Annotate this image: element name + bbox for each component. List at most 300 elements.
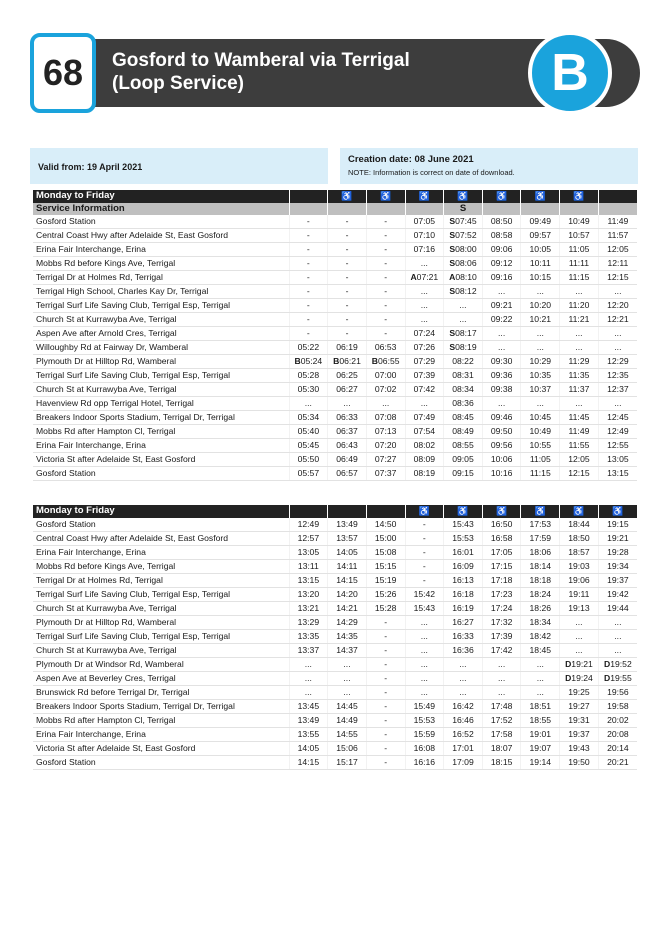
departure-time: 17:15 — [482, 560, 521, 574]
time-value: 07:45 — [455, 216, 477, 226]
departure-time: 16:58 — [482, 532, 521, 546]
timetable-weekday-morning — [33, 190, 637, 481]
departure-time: 19:34 — [598, 560, 637, 574]
departure-time — [366, 355, 405, 369]
departure-time: 06:57 — [328, 467, 367, 481]
departure-time: 16:33 — [444, 630, 483, 644]
departure-time: 10:49 — [560, 215, 599, 229]
departure-time: 18:18 — [521, 574, 560, 588]
departure-time: 10:45 — [521, 411, 560, 425]
departure-time: 15:08 — [366, 546, 405, 560]
departure-time: 07:54 — [405, 425, 444, 439]
creation-date-box — [340, 148, 638, 184]
table-row — [33, 439, 637, 453]
table-row — [33, 327, 637, 341]
departure-time: ... — [444, 686, 483, 700]
stop-name: Church St at Kurrawyba Ave, Terrigal — [33, 383, 289, 397]
departure-time: ... — [560, 327, 599, 341]
departure-time: - — [366, 257, 405, 271]
departure-time: 06:25 — [328, 369, 367, 383]
departure-time: 11:57 — [598, 229, 637, 243]
download-note: NOTE: Information is correct on date of download. — [348, 168, 515, 177]
service-information-row — [33, 203, 637, 215]
departure-time: ... — [444, 672, 483, 686]
departure-time: - — [366, 299, 405, 313]
departure-time: 12:11 — [598, 257, 637, 271]
departure-time: 06:19 — [328, 341, 367, 355]
departure-time: ... — [482, 672, 521, 686]
time-value: 08:10 — [455, 272, 477, 282]
departure-time: 15:53 — [405, 714, 444, 728]
table-row — [33, 397, 637, 411]
wheelchair-accessible-icon: ♿ — [521, 505, 560, 518]
departure-time: - — [405, 574, 444, 588]
time-value: 06:55 — [378, 356, 400, 366]
departure-time: 07:00 — [366, 369, 405, 383]
departure-time: 09:16 — [482, 271, 521, 285]
departure-time: 19:27 — [560, 700, 599, 714]
departure-time: 12:21 — [598, 313, 637, 327]
departure-time: 13:05 — [598, 453, 637, 467]
stop-name: Breakers Indoor Sports Stadium, Terrigal Dr, Terrigal — [33, 411, 289, 425]
departure-time: ... — [405, 313, 444, 327]
departure-time: 10:05 — [521, 243, 560, 257]
departure-time: 10:15 — [521, 271, 560, 285]
table-row — [33, 672, 637, 686]
departure-time: ... — [598, 285, 637, 299]
time-value: 19:55 — [610, 673, 632, 683]
stop-name: Gosford Station — [33, 518, 289, 532]
departure-time: 07:27 — [366, 453, 405, 467]
operator-badge — [528, 31, 612, 115]
stop-name: Terrigal High School, Charles Kay Dr, Terrigal — [33, 285, 289, 299]
departure-time: 14:35 — [328, 630, 367, 644]
departure-time: 16:46 — [444, 714, 483, 728]
valid-from-box — [30, 148, 328, 184]
stop-name: Terrigal Dr at Holmes Rd, Terrigal — [33, 574, 289, 588]
departure-time: 19:44 — [598, 602, 637, 616]
departure-time: 09:50 — [482, 425, 521, 439]
departure-time: 05:50 — [289, 453, 328, 467]
departure-time: - — [405, 532, 444, 546]
departure-time: 20:14 — [598, 742, 637, 756]
wheelchair-accessible-icon: ♿ — [405, 190, 444, 203]
service-code — [328, 203, 367, 215]
departure-time: 12:35 — [598, 369, 637, 383]
stop-name: Havenview Rd opp Terrigal Hotel, Terrigal — [33, 397, 289, 411]
service-code — [598, 203, 637, 215]
departure-time: - — [289, 271, 328, 285]
timetable-header — [30, 33, 640, 113]
table-row — [33, 257, 637, 271]
route-title-line2: (Loop Service) — [112, 73, 244, 94]
stop-name: Gosford Station — [33, 467, 289, 481]
departure-time: 19:37 — [598, 574, 637, 588]
departure-time: 08:02 — [405, 439, 444, 453]
departure-time: ... — [482, 686, 521, 700]
stop-name: Victoria St after Adelaide St, East Gosford — [33, 742, 289, 756]
departure-time: 13:37 — [289, 644, 328, 658]
service-code-prefix: S — [449, 216, 456, 226]
time-value: 08:19 — [455, 342, 477, 352]
departure-time: 12:15 — [560, 467, 599, 481]
service-code-prefix: D — [565, 659, 572, 669]
departure-time: 07:13 — [366, 425, 405, 439]
departure-time: 09:56 — [482, 439, 521, 453]
departure-time: 16:27 — [444, 616, 483, 630]
departure-time: ... — [405, 257, 444, 271]
departure-time: 15:43 — [444, 518, 483, 532]
departure-time: - — [328, 215, 367, 229]
departure-time: ... — [482, 397, 521, 411]
departure-time: 08:58 — [482, 229, 521, 243]
service-code-prefix: S — [449, 286, 456, 296]
departure-time: 07:02 — [366, 383, 405, 397]
departure-time: 09:46 — [482, 411, 521, 425]
departure-time: 07:10 — [405, 229, 444, 243]
departure-time: ... — [444, 313, 483, 327]
departure-time: 09:38 — [482, 383, 521, 397]
table-row — [33, 700, 637, 714]
departure-time: 13:11 — [289, 560, 328, 574]
departure-time: 06:33 — [328, 411, 367, 425]
departure-time: 18:42 — [521, 630, 560, 644]
departure-time: 13:57 — [328, 532, 367, 546]
departure-time — [289, 355, 328, 369]
departure-time — [444, 285, 483, 299]
departure-time — [444, 215, 483, 229]
table-row — [33, 756, 637, 770]
departure-time: - — [366, 313, 405, 327]
departure-time: 10:06 — [482, 453, 521, 467]
departure-time: - — [289, 299, 328, 313]
departure-time: 12:05 — [598, 243, 637, 257]
departure-time: 11:29 — [560, 355, 599, 369]
departure-time: ... — [405, 672, 444, 686]
table-row — [33, 728, 637, 742]
departure-time: - — [328, 327, 367, 341]
departure-time: 11:15 — [560, 271, 599, 285]
table-row — [33, 560, 637, 574]
departure-time: 05:40 — [289, 425, 328, 439]
departure-time — [560, 658, 599, 672]
departure-time: ... — [560, 341, 599, 355]
table-row — [33, 546, 637, 560]
departure-time: 17:39 — [482, 630, 521, 644]
departure-time: 10:37 — [521, 383, 560, 397]
route-title-line1: Gosford to Wamberal via Terrigal — [112, 50, 410, 71]
departure-time: ... — [405, 616, 444, 630]
departure-time: ... — [289, 686, 328, 700]
departure-time: 18:57 — [560, 546, 599, 560]
departure-time — [444, 271, 483, 285]
stop-name: Erina Fair Interchange, Erina — [33, 243, 289, 257]
table-row — [33, 243, 637, 257]
departure-time: - — [366, 700, 405, 714]
departure-time: 19:42 — [598, 588, 637, 602]
departure-time: - — [366, 742, 405, 756]
departure-time: ... — [560, 616, 599, 630]
table-row — [33, 467, 637, 481]
departure-time: 19:06 — [560, 574, 599, 588]
departure-time: 17:32 — [482, 616, 521, 630]
table-row — [33, 369, 637, 383]
departure-time: 19:37 — [560, 728, 599, 742]
stop-name: Mobbs Rd before Kings Ave, Terrigal — [33, 257, 289, 271]
departure-time: ... — [598, 397, 637, 411]
departure-time: ... — [405, 285, 444, 299]
departure-time: 17:42 — [482, 644, 521, 658]
table-row — [33, 299, 637, 313]
departure-time: 18:15 — [482, 756, 521, 770]
departure-time: 17:58 — [482, 728, 521, 742]
stop-name: Mobbs Rd before Kings Ave, Terrigal — [33, 560, 289, 574]
departure-time: - — [328, 229, 367, 243]
column-header — [289, 190, 328, 203]
departure-time: 05:30 — [289, 383, 328, 397]
departure-time: 14:50 — [366, 518, 405, 532]
departure-time: 08:36 — [444, 397, 483, 411]
departure-time: 08:22 — [444, 355, 483, 369]
table-row — [33, 532, 637, 546]
wheelchair-accessible-icon: ♿ — [521, 190, 560, 203]
departure-time: - — [328, 243, 367, 257]
table-row — [33, 355, 637, 369]
departure-time: - — [328, 285, 367, 299]
stop-name: Terrigal Surf Life Saving Club, Terrigal Esp, Terrigal — [33, 299, 289, 313]
departure-time: 15:19 — [366, 574, 405, 588]
departure-time: ... — [405, 658, 444, 672]
service-code — [366, 203, 405, 215]
service-code-prefix: D — [604, 673, 611, 683]
time-value: 08:06 — [455, 258, 477, 268]
stop-name: Brunswick Rd before Terrigal Dr, Terrigal — [33, 686, 289, 700]
stop-name: Terrigal Surf Life Saving Club, Terrigal Esp, Terrigal — [33, 630, 289, 644]
departure-time: 15:06 — [328, 742, 367, 756]
departure-time: - — [405, 546, 444, 560]
departure-time: - — [328, 313, 367, 327]
departure-time: 06:37 — [328, 425, 367, 439]
departure-time: 20:02 — [598, 714, 637, 728]
time-value: 07:52 — [455, 230, 477, 240]
departure-time: 09:22 — [482, 313, 521, 327]
day-header-row — [33, 190, 637, 203]
departure-time: - — [366, 672, 405, 686]
departure-time: 18:34 — [521, 616, 560, 630]
column-header — [598, 190, 637, 203]
departure-time: 05:45 — [289, 439, 328, 453]
departure-time: 17:01 — [444, 742, 483, 756]
wheelchair-accessible-icon: ♿ — [482, 505, 521, 518]
departure-time: 15:42 — [405, 588, 444, 602]
service-information-label: Service Information — [33, 203, 289, 215]
stop-name: Gosford Station — [33, 756, 289, 770]
departure-time: - — [366, 271, 405, 285]
departure-time: 09:12 — [482, 257, 521, 271]
departure-time: 08:34 — [444, 383, 483, 397]
departure-time: 19:25 — [560, 686, 599, 700]
stop-name: Willoughby Rd at Fairway Dr, Wamberal — [33, 341, 289, 355]
departure-time: 15:49 — [405, 700, 444, 714]
service-code: S — [444, 203, 483, 215]
departure-time: - — [289, 229, 328, 243]
departure-time: 18:14 — [521, 560, 560, 574]
time-value: 07:21 — [416, 272, 439, 282]
service-code-prefix: S — [449, 328, 456, 338]
departure-time: ... — [521, 686, 560, 700]
table-row — [33, 602, 637, 616]
departure-time: 18:44 — [560, 518, 599, 532]
column-header — [328, 505, 367, 518]
departure-time: 12:55 — [598, 439, 637, 453]
departure-time: 10:57 — [560, 229, 599, 243]
departure-time: ... — [598, 644, 637, 658]
departure-time: 12:37 — [598, 383, 637, 397]
stop-name: Aspen Ave after Arnold Cres, Terrigal — [33, 327, 289, 341]
departure-time: 07:05 — [405, 215, 444, 229]
column-header — [289, 505, 328, 518]
service-code — [521, 203, 560, 215]
table-row — [33, 383, 637, 397]
departure-time: 19:15 — [598, 518, 637, 532]
departure-time: - — [366, 327, 405, 341]
departure-time: ... — [405, 397, 444, 411]
stop-name: Aspen Ave at Beverley Cres, Terrigal — [33, 672, 289, 686]
table-row — [33, 574, 637, 588]
day-label: Monday to Friday — [33, 190, 289, 203]
time-value: 19:24 — [571, 673, 593, 683]
departure-time — [560, 672, 599, 686]
stop-name: Breakers Indoor Sports Stadium, Terrigal Dr, Terrigal — [33, 700, 289, 714]
wheelchair-accessible-icon: ♿ — [444, 505, 483, 518]
departure-time: 13:55 — [289, 728, 328, 742]
stop-name: Erina Fair Interchange, Erina — [33, 439, 289, 453]
stop-name: Church St at Kurrawyba Ave, Terrigal — [33, 602, 289, 616]
day-label: Monday to Friday — [33, 505, 289, 518]
wheelchair-accessible-icon: ♿ — [482, 190, 521, 203]
departure-time: 16:13 — [444, 574, 483, 588]
departure-time: 15:26 — [366, 588, 405, 602]
service-code — [560, 203, 599, 215]
stop-name: Church St at Kurrawyba Ave, Terrigal — [33, 644, 289, 658]
departure-time: ... — [289, 672, 328, 686]
departure-time: 17:59 — [521, 532, 560, 546]
departure-time: 19:01 — [521, 728, 560, 742]
departure-time: - — [366, 756, 405, 770]
stop-name: Mobbs Rd after Hampton Cl, Terrigal — [33, 425, 289, 439]
departure-time — [444, 341, 483, 355]
departure-time: 13:49 — [289, 714, 328, 728]
departure-time: - — [366, 229, 405, 243]
service-code — [482, 203, 521, 215]
table-row — [33, 588, 637, 602]
departure-time: ... — [560, 644, 599, 658]
departure-time: ... — [598, 341, 637, 355]
departure-time: ... — [560, 630, 599, 644]
stop-name: Erina Fair Interchange, Erina — [33, 546, 289, 560]
time-value: 08:00 — [455, 244, 477, 254]
departure-time: 11:49 — [560, 425, 599, 439]
departure-time: 19:50 — [560, 756, 599, 770]
table-row — [33, 271, 637, 285]
departure-time: 16:36 — [444, 644, 483, 658]
time-value: 08:12 — [455, 286, 477, 296]
table-row — [33, 215, 637, 229]
table-row — [33, 411, 637, 425]
departure-time: 19:13 — [560, 602, 599, 616]
stop-name: Terrigal Surf Life Saving Club, Terrigal Esp, Terrigal — [33, 369, 289, 383]
departure-time: ... — [328, 397, 367, 411]
departure-time: - — [366, 728, 405, 742]
departure-time: ... — [289, 658, 328, 672]
departure-time: ... — [598, 327, 637, 341]
departure-time: 18:07 — [482, 742, 521, 756]
departure-time: 09:21 — [482, 299, 521, 313]
stop-name: Terrigal Dr at Holmes Rd, Terrigal — [33, 271, 289, 285]
departure-time: 15:17 — [328, 756, 367, 770]
departure-time: 16:18 — [444, 588, 483, 602]
departure-time: 10:20 — [521, 299, 560, 313]
departure-time: 07:42 — [405, 383, 444, 397]
departure-time: - — [366, 616, 405, 630]
departure-time: 07:39 — [405, 369, 444, 383]
departure-time: - — [405, 518, 444, 532]
stop-name: Erina Fair Interchange, Erina — [33, 728, 289, 742]
departure-time: ... — [598, 630, 637, 644]
departure-time: 17:48 — [482, 700, 521, 714]
departure-time: ... — [328, 686, 367, 700]
departure-time: 08:09 — [405, 453, 444, 467]
service-code-prefix: B — [294, 356, 301, 366]
departure-time: 16:01 — [444, 546, 483, 560]
departure-time: ... — [366, 397, 405, 411]
departure-time — [444, 229, 483, 243]
departure-time: 14:29 — [328, 616, 367, 630]
departure-time: 10:55 — [521, 439, 560, 453]
departure-time: 19:03 — [560, 560, 599, 574]
departure-time: 18:06 — [521, 546, 560, 560]
departure-time: 10:49 — [521, 425, 560, 439]
departure-time: 11:45 — [560, 411, 599, 425]
departure-time: 07:24 — [405, 327, 444, 341]
route-number-badge: 68 — [30, 33, 96, 113]
departure-time: 14:20 — [328, 588, 367, 602]
time-value: 05:24 — [300, 356, 323, 366]
stop-name: Church St at Kurrawyba Ave, Terrigal — [33, 313, 289, 327]
departure-time: 15:59 — [405, 728, 444, 742]
departure-time: - — [289, 243, 328, 257]
departure-time: ... — [560, 285, 599, 299]
departure-time: 14:45 — [328, 700, 367, 714]
departure-time: - — [366, 658, 405, 672]
departure-time: 08:31 — [444, 369, 483, 383]
departure-time: 16:09 — [444, 560, 483, 574]
table-row — [33, 644, 637, 658]
departure-time: 12:05 — [560, 453, 599, 467]
departure-time: 13:29 — [289, 616, 328, 630]
departure-time: 05:22 — [289, 341, 328, 355]
departure-time — [598, 672, 637, 686]
departure-time: 13:45 — [289, 700, 328, 714]
time-value: 19:21 — [571, 659, 593, 669]
departure-time: 11:49 — [598, 215, 637, 229]
stop-name: Terrigal Surf Life Saving Club, Terrigal Esp, Terrigal — [33, 588, 289, 602]
departure-time: 12:45 — [598, 411, 637, 425]
departure-time: 16:52 — [444, 728, 483, 742]
departure-time: - — [289, 285, 328, 299]
departure-time: 10:16 — [482, 467, 521, 481]
departure-time: 07:26 — [405, 341, 444, 355]
